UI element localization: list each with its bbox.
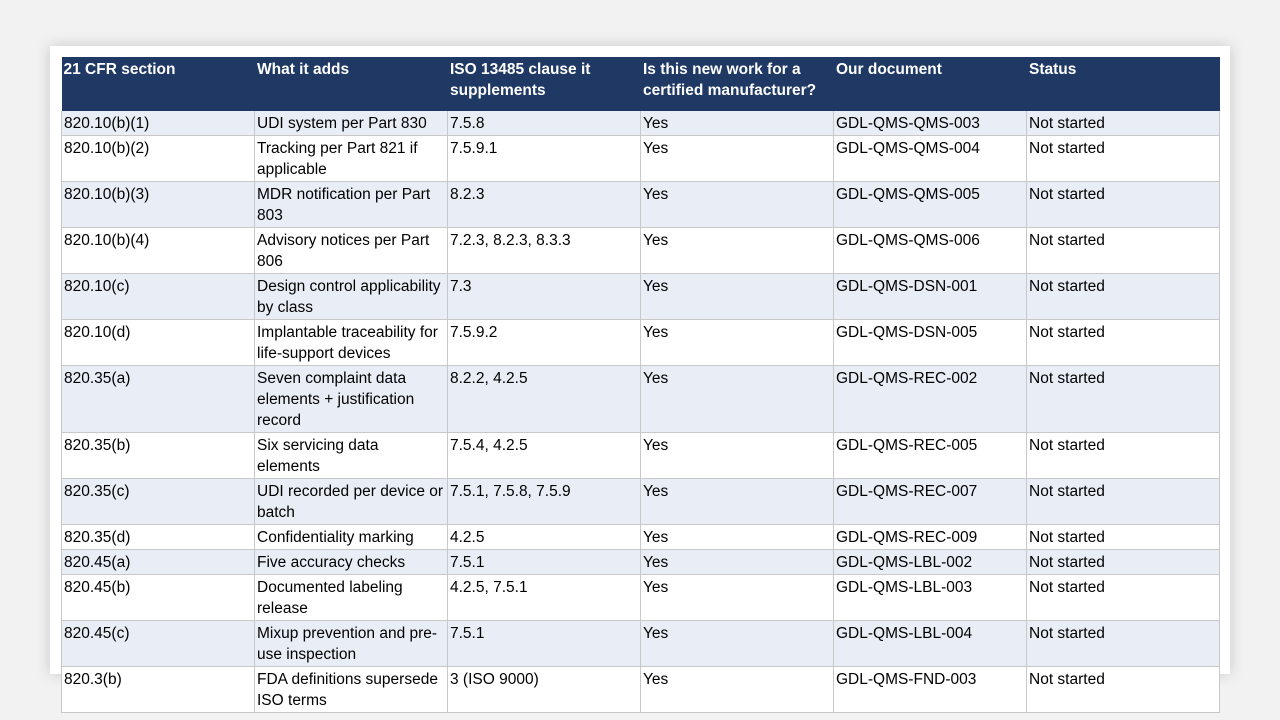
cell-status: Not started xyxy=(1027,111,1220,136)
cell-what-it-adds: Six servicing data elements xyxy=(255,433,448,479)
cell-status: Not started xyxy=(1027,667,1220,713)
cell-cfr-section: 820.35(c) xyxy=(62,479,255,525)
cell-our-document: GDL-QMS-REC-005 xyxy=(834,433,1027,479)
cell-iso-clause: 8.2.2, 4.2.5 xyxy=(448,366,641,433)
cell-what-it-adds: Documented labeling release xyxy=(255,575,448,621)
cell-our-document: GDL-QMS-QMS-004 xyxy=(834,136,1027,182)
cell-iso-clause: 4.2.5, 7.5.1 xyxy=(448,575,641,621)
header-our-document: Our document xyxy=(834,57,1027,111)
table-row xyxy=(62,274,1220,320)
cell-cfr-section: 820.10(b)(1) xyxy=(62,111,255,136)
cell-status: Not started xyxy=(1027,136,1220,182)
cell-our-document: GDL-QMS-LBL-004 xyxy=(834,621,1027,667)
cell-what-it-adds: Mixup prevention and pre-use inspection xyxy=(255,621,448,667)
cell-iso-clause: 7.5.8 xyxy=(448,111,641,136)
cell-iso-clause: 3 (ISO 9000) xyxy=(448,667,641,713)
cell-our-document: GDL-QMS-LBL-002 xyxy=(834,550,1027,575)
table-row xyxy=(62,136,1220,182)
table-row xyxy=(62,621,1220,667)
cell-our-document: GDL-QMS-REC-002 xyxy=(834,366,1027,433)
table-row xyxy=(62,111,1220,136)
cell-new-work: Yes xyxy=(641,228,834,274)
cell-status: Not started xyxy=(1027,366,1220,433)
cell-iso-clause: 7.2.3, 8.2.3, 8.3.3 xyxy=(448,228,641,274)
cell-what-it-adds: Tracking per Part 821 if applicable xyxy=(255,136,448,182)
cell-cfr-section: 820.10(b)(3) xyxy=(62,182,255,228)
cell-what-it-adds: Seven complaint data elements + justification record xyxy=(255,366,448,433)
cell-cfr-section: 820.10(d) xyxy=(62,320,255,366)
cell-new-work: Yes xyxy=(641,433,834,479)
cell-status: Not started xyxy=(1027,433,1220,479)
cell-what-it-adds: MDR notification per Part 803 xyxy=(255,182,448,228)
cfr-iso-mapping-table xyxy=(61,57,1220,713)
cell-status: Not started xyxy=(1027,182,1220,228)
cell-iso-clause: 4.2.5 xyxy=(448,525,641,550)
document-page xyxy=(50,46,1230,709)
cell-our-document: GDL-QMS-QMS-005 xyxy=(834,182,1027,228)
cell-our-document: GDL-QMS-DSN-001 xyxy=(834,274,1027,320)
table-row xyxy=(62,667,1220,713)
cell-what-it-adds: Advisory notices per Part 806 xyxy=(255,228,448,274)
cell-our-document: GDL-QMS-REC-009 xyxy=(834,525,1027,550)
header-status: Status xyxy=(1027,57,1220,111)
cell-iso-clause: 8.2.3 xyxy=(448,182,641,228)
cell-new-work: Yes xyxy=(641,525,834,550)
table-row xyxy=(62,550,1220,575)
cell-what-it-adds: Design control applicability by class xyxy=(255,274,448,320)
header-iso-clause: ISO 13485 clause it supplements xyxy=(448,57,641,111)
cell-new-work: Yes xyxy=(641,575,834,621)
table-row xyxy=(62,182,1220,228)
cell-iso-clause: 7.3 xyxy=(448,274,641,320)
cell-status: Not started xyxy=(1027,479,1220,525)
table-row xyxy=(62,320,1220,366)
cell-our-document: GDL-QMS-QMS-006 xyxy=(834,228,1027,274)
cell-new-work: Yes xyxy=(641,274,834,320)
cell-our-document: GDL-QMS-QMS-003 xyxy=(834,111,1027,136)
cell-cfr-section: 820.3(b) xyxy=(62,667,255,713)
cell-what-it-adds: Implantable traceability for life-support devices xyxy=(255,320,448,366)
cell-new-work: Yes xyxy=(641,182,834,228)
cell-cfr-section: 820.45(a) xyxy=(62,550,255,575)
cell-new-work: Yes xyxy=(641,111,834,136)
table-row xyxy=(62,433,1220,479)
cell-status: Not started xyxy=(1027,525,1220,550)
cell-cfr-section: 820.10(b)(2) xyxy=(62,136,255,182)
cell-our-document: GDL-QMS-FND-003 xyxy=(834,667,1027,713)
table-header-row xyxy=(62,57,1220,111)
header-cfr-section: 21 CFR section xyxy=(62,57,255,111)
cell-status: Not started xyxy=(1027,320,1220,366)
cell-new-work: Yes xyxy=(641,479,834,525)
cell-new-work: Yes xyxy=(641,667,834,713)
cell-cfr-section: 820.35(b) xyxy=(62,433,255,479)
table-row xyxy=(62,575,1220,621)
cell-status: Not started xyxy=(1027,228,1220,274)
cell-status: Not started xyxy=(1027,621,1220,667)
cell-status: Not started xyxy=(1027,550,1220,575)
cell-what-it-adds: UDI system per Part 830 xyxy=(255,111,448,136)
header-what-it-adds: What it adds xyxy=(255,57,448,111)
cell-iso-clause: 7.5.1 xyxy=(448,621,641,667)
cell-cfr-section: 820.35(d) xyxy=(62,525,255,550)
header-new-work: Is this new work for a certified manufacturer? xyxy=(641,57,834,111)
cell-cfr-section: 820.45(b) xyxy=(62,575,255,621)
cell-our-document: GDL-QMS-DSN-005 xyxy=(834,320,1027,366)
cell-iso-clause: 7.5.9.2 xyxy=(448,320,641,366)
cell-new-work: Yes xyxy=(641,366,834,433)
cell-status: Not started xyxy=(1027,575,1220,621)
cell-our-document: GDL-QMS-LBL-003 xyxy=(834,575,1027,621)
cell-iso-clause: 7.5.9.1 xyxy=(448,136,641,182)
cell-what-it-adds: Five accuracy checks xyxy=(255,550,448,575)
cell-iso-clause: 7.5.1 xyxy=(448,550,641,575)
cell-new-work: Yes xyxy=(641,550,834,575)
table-row xyxy=(62,366,1220,433)
cell-our-document: GDL-QMS-REC-007 xyxy=(834,479,1027,525)
cell-new-work: Yes xyxy=(641,136,834,182)
table-row xyxy=(62,525,1220,550)
table-row xyxy=(62,479,1220,525)
cell-cfr-section: 820.10(c) xyxy=(62,274,255,320)
cell-what-it-adds: FDA definitions supersede ISO terms xyxy=(255,667,448,713)
cell-what-it-adds: Confidentiality marking xyxy=(255,525,448,550)
table-row xyxy=(62,228,1220,274)
cell-cfr-section: 820.10(b)(4) xyxy=(62,228,255,274)
cell-iso-clause: 7.5.4, 4.2.5 xyxy=(448,433,641,479)
cell-iso-clause: 7.5.1, 7.5.8, 7.5.9 xyxy=(448,479,641,525)
cell-cfr-section: 820.45(c) xyxy=(62,621,255,667)
cell-what-it-adds: UDI recorded per device or batch xyxy=(255,479,448,525)
cell-status: Not started xyxy=(1027,274,1220,320)
cell-cfr-section: 820.35(a) xyxy=(62,366,255,433)
cell-new-work: Yes xyxy=(641,320,834,366)
cell-new-work: Yes xyxy=(641,621,834,667)
